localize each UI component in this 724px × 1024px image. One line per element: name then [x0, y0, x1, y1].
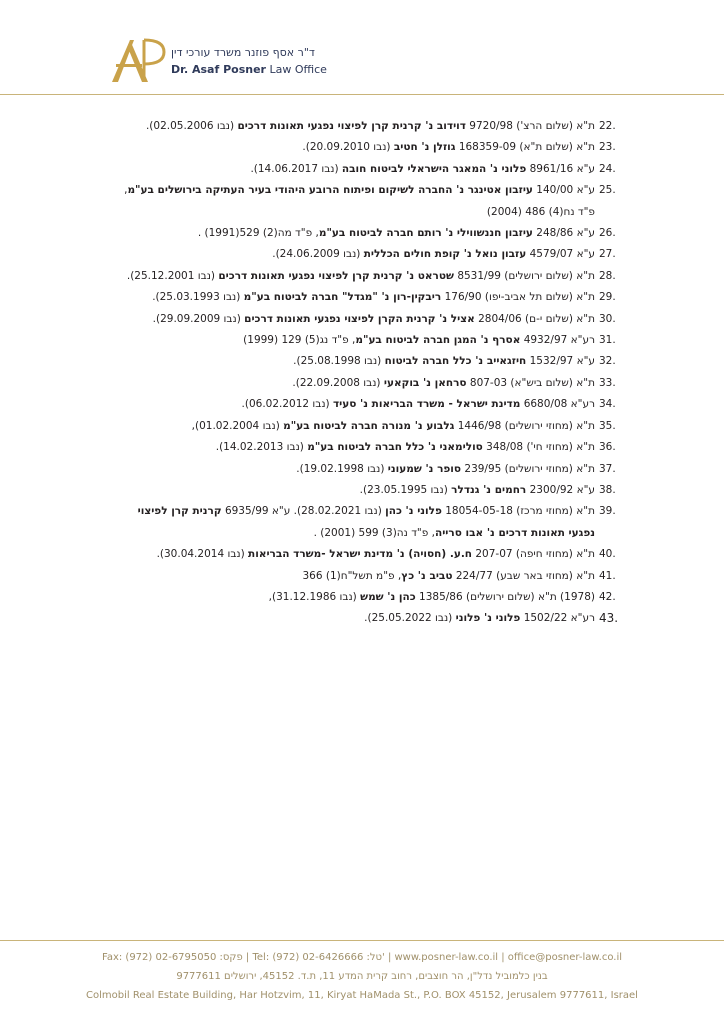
case-item [108, 544, 616, 565]
case-number: 41. [599, 569, 616, 582]
case-reference: ת"א (שלום י-ם) 2804/06 [474, 312, 595, 325]
case-item [108, 587, 616, 608]
case-item [108, 373, 616, 394]
case-reference: , פ"ד נח(4) 486 (2004) [124, 184, 595, 218]
case-number: 29. [599, 291, 616, 304]
case-number: 27. [599, 248, 616, 261]
case-reference: ת"א (מחוזי ירושלים) 239/95 [461, 462, 595, 475]
case-number: 25. [599, 184, 616, 197]
case-reference: (נבו 20.09.2010). [302, 141, 394, 154]
case-citation [138, 505, 595, 538]
case-reference: (נבו 14.02.2013). [215, 441, 308, 454]
case-citation [269, 591, 595, 603]
case-citation [242, 398, 595, 410]
case-reference: (נבו 29.09.2009). [152, 312, 245, 325]
case-title: סרחאן נ' בוקאעי [383, 376, 467, 389]
case-citation [360, 484, 595, 496]
case-item [108, 459, 616, 480]
case-title: פלוני נ' המאגר הישראלי לביטוח חובה [341, 162, 527, 175]
case-citation [364, 612, 595, 624]
case-item [108, 480, 616, 501]
case-reference: ע"א 8961/16 [526, 162, 595, 175]
case-reference: (נבו 30.04.2014). [156, 548, 249, 561]
case-title: עיזבון אטינגר נ' החברה לשיקום ופיתוח הרובע היהודי בעיר העתיקה בירושלים בע"מ [127, 184, 533, 197]
case-number: 24. [599, 162, 616, 175]
case-item [108, 608, 619, 629]
footer [0, 948, 724, 1005]
case-reference: (נבו 24.06.2009). [272, 248, 364, 261]
case-number: 34. [599, 398, 616, 411]
case-reference: ת"א (שלום ביש"א) 807-03 [466, 376, 595, 389]
case-reference: (נבו 19.02.1998). [296, 462, 388, 475]
case-citation [250, 163, 595, 175]
case-item [108, 137, 616, 158]
case-citation [157, 548, 595, 560]
case-list [108, 116, 619, 630]
case-reference: (נבו 25.05.2022). [364, 612, 456, 625]
letterhead [108, 36, 368, 88]
case-reference: (נבו 14.06.2017). [250, 162, 342, 175]
case-title: פלוני נ' כהן [385, 505, 442, 518]
case-reference: ת"א (שלום הרצ') 9720/98 [465, 120, 595, 132]
case-item [108, 437, 616, 458]
case-reference: (1978) ת"א (שלום ירושלים) 1385/86 [415, 590, 595, 603]
case-citation [198, 227, 595, 239]
case-item [108, 244, 616, 265]
case-item [108, 330, 616, 351]
case-reference: , פ"מ תשל"ח(1) 366 [302, 569, 402, 582]
case-reference: ת"א (מחוזי ירושלים) 1446/98 [454, 419, 595, 432]
case-title: גוזלן נ' חטיב [393, 141, 456, 154]
case-number: 40. [599, 548, 616, 561]
case-reference: ת"א (מחוזי מרכז) 18054-05-18 [441, 505, 595, 518]
case-title: פלוני נ' פלוני [455, 612, 521, 625]
case-item [108, 159, 616, 180]
case-reference: , פ"ד נג(5) 129 (1999) [243, 334, 356, 347]
case-citation [124, 184, 595, 217]
header-divider [0, 94, 724, 95]
case-title: כהן נ' שמש [360, 590, 416, 603]
case-title: סופר נ' שמעוני [387, 462, 462, 475]
case-reference: (נבו 25.08.1998). [293, 355, 385, 368]
case-citation [216, 441, 595, 453]
case-item [108, 180, 616, 223]
case-citation [296, 463, 595, 475]
case-item [108, 501, 616, 544]
case-item [108, 116, 616, 137]
case-title: עזבון נואל נ' קופת חולים הכללית [363, 248, 527, 261]
case-reference: ת"א (מחוזי באר שבע) 224/77 [452, 569, 595, 582]
case-reference: ע"א 248/86 [532, 227, 595, 240]
case-number: 38. [599, 483, 616, 496]
case-number: 26. [599, 227, 616, 240]
case-reference: ת"א (מחוזי חיפה) 207-07 [472, 548, 595, 561]
firm-name-english [171, 63, 327, 76]
case-citation [146, 120, 595, 132]
case-citation [292, 377, 595, 389]
case-number: 30. [599, 312, 616, 325]
case-citation [152, 291, 595, 303]
case-reference: ע"א 140/00 [532, 184, 595, 197]
case-title: טביב נ' כץ [401, 569, 453, 582]
case-citation [272, 248, 595, 260]
footer-contact: Fax: (972) 02-6795050 :פקס | Tel: (972) 02-6426666 :טל' | www.posner-law.co.il | office@posner-law.co.il [101, 952, 623, 963]
case-title: חיזגאייב נ' כלל חברה לביטוח [384, 355, 527, 368]
firm-name-hebrew: ד"ר אסף פוזנר משרד עורכי דין [171, 46, 315, 59]
case-item [108, 309, 616, 330]
case-reference: ע"א 2300/92 [526, 483, 595, 496]
footer-address-english: Colmobil Real Estate Building, Har Hotzvim, 11, Kiryat HaMada St., P.O. BOX 45152, Jerusalem 9777611, Israel [86, 990, 638, 1001]
case-citation [192, 420, 595, 432]
case-reference: (נבו 06.02.2012). [241, 398, 333, 411]
case-number: 31. [599, 334, 616, 347]
case-reference: ת"א (שלום ירושלים) 8531/99 [453, 269, 595, 282]
case-title: שטראט נ' קרנית קרן לפיצוי נפגעי תאונות דרכים [218, 269, 454, 282]
case-item [108, 416, 616, 437]
case-number: 32. [599, 355, 616, 368]
case-title: אסרף נ' המגן חברה לביטוח בע"מ [355, 334, 521, 347]
case-reference: ת"א (שלום תל אביב-יפו) 176/90 [441, 291, 595, 304]
case-reference: (נבו 31.12.1986), [268, 590, 361, 603]
case-item [108, 223, 616, 244]
case-title: דוידוב נ' קרנית קרן לפיצוי נפגעי תאונות דרכים [237, 120, 466, 132]
case-item [108, 287, 616, 308]
case-number: 39. [599, 505, 616, 518]
case-title: אציל נ' קרנית הקרן לפיצוי נפגעי תאונות דרכים [244, 312, 475, 325]
firm-name-english-rest: Law Office [265, 63, 327, 76]
footer-address-hebrew: בנין כלמוביל נדל"ן, הר חוצבים, רחוב קרית המדע 11, ת.ד. 45152, ירושלים 9777611 [176, 971, 548, 982]
case-citation [302, 570, 595, 582]
case-reference: רע"א 6680/08 [520, 398, 595, 411]
case-title: עיזבון חננשווילי נ' רותם חברה לביטוח בע"מ [318, 227, 533, 240]
case-item [108, 394, 616, 415]
case-reference: , פ"ד נה(3) 599 (2001) . [313, 526, 435, 539]
case-citation [153, 313, 595, 325]
case-number: 36. [599, 441, 616, 454]
case-reference: (נבו 25.12.2001). [126, 269, 219, 282]
case-number: 43. [599, 611, 619, 626]
case-number: 28. [599, 269, 616, 282]
case-title: ריבקין-רון נ' "מגדל" חברה לביטוח בע"מ [243, 291, 442, 304]
case-title: ח.ע. (חסויה) נ' מדינת ישראל -משרד הבריאות [248, 548, 473, 561]
case-title: מדינת ישראל - משרד הבריאות נ' סעיד [333, 398, 521, 411]
case-citation [293, 355, 595, 367]
case-reference: (נבו 23.05.1995). [359, 483, 452, 496]
case-item [108, 351, 616, 372]
case-number: 42. [599, 590, 616, 603]
footer-divider [0, 940, 724, 941]
case-title: סולימאני נ' כלל חברה לביטוח בע"מ [307, 441, 483, 454]
case-reference: (נבו 28.02.2021). ע"א 6935/99 [221, 505, 386, 518]
case-item [108, 566, 616, 587]
case-reference: (נבו 02.05.2006). [145, 120, 238, 132]
case-reference: רע"א 1502/22 [520, 612, 595, 625]
case-item [108, 266, 616, 287]
case-number: 35. [599, 419, 616, 432]
case-reference: רע"א 4932/97 [520, 334, 595, 347]
case-citation [243, 334, 595, 346]
case-number: 23. [599, 141, 616, 154]
case-title: רחמים נ' גנדלר [451, 483, 527, 496]
case-title: גלבוע נ' מנורה חברה לביטוח בע"מ [283, 419, 455, 432]
case-reference: , פ"ד מה(2) 529(1991) . [197, 227, 319, 240]
case-reference: ת"א (שלום ת"א) 168359-09 [455, 141, 595, 154]
case-citation [302, 141, 595, 153]
case-reference: ע"א 4579/07 [526, 248, 595, 261]
case-reference: ע"א 1532/97 [526, 355, 595, 368]
case-reference: (נבו 25.03.1993). [152, 291, 244, 304]
firm-name-english-bold: Dr. Asaf Posner [171, 63, 266, 76]
case-title: קרנית קרן לפיצוי נפגעי תאונות דרכים נ' אבו סרייה [137, 505, 595, 539]
case-reference: (נבו 01.02.2004), [191, 419, 284, 432]
case-number: 22. [599, 120, 616, 132]
case-number: 33. [599, 376, 616, 389]
case-reference: (נבו 22.09.2008). [292, 376, 384, 389]
case-citation [127, 270, 595, 282]
ap-logo-icon [108, 36, 166, 84]
case-reference: ת"א (מחוזי חי') 348/08 [482, 441, 595, 454]
case-number: 37. [599, 462, 616, 475]
